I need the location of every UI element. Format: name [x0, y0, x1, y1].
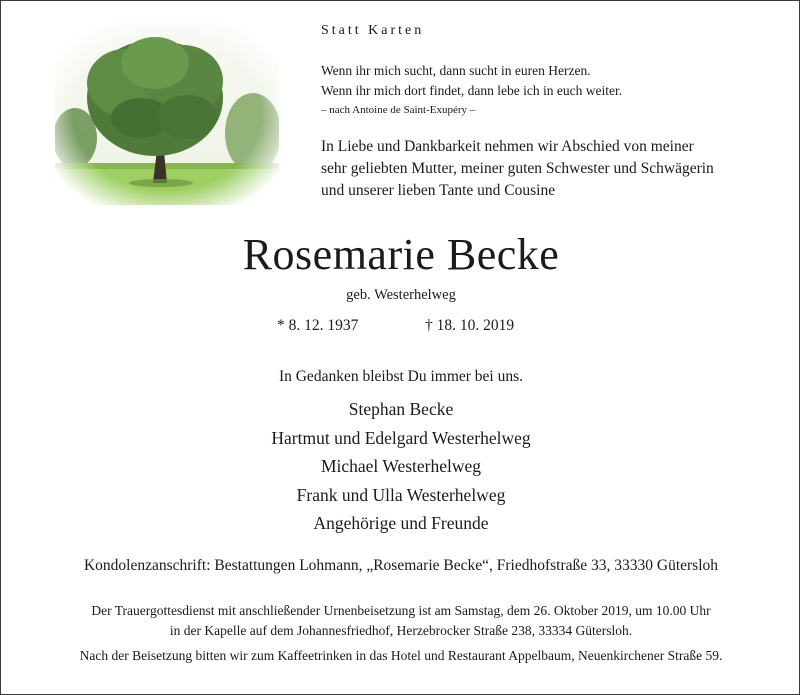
condolence-address: Kondolenzanschrift: Bestattungen Lohmann, „Rosemarie Becke“, Friedhofstraße 33, 33330 Gütersloh: [83, 557, 719, 574]
tree-photo: [55, 23, 279, 205]
header-text: [321, 23, 714, 202]
quote-source: – nach Antoine de Saint-Exupéry –: [321, 104, 476, 116]
mourner: Angehörige und Freunde: [313, 513, 489, 533]
intro-line: In Liebe und Dankbarkeit nehmen wir Abschied von meiner: [321, 138, 694, 155]
intro-text: [321, 136, 714, 202]
deceased-name: Rosemarie Becke: [242, 230, 560, 279]
service-line: Der Trauergottesdienst mit anschließender Urnenbeisetzung ist am Samstag, dem 26. Oktober 2019, um 10.00 Uhr: [91, 603, 711, 618]
mourner: Hartmut und Edelgard Westerhelweg: [271, 427, 531, 448]
death-date: † 18. 10. 2019: [425, 317, 515, 334]
mourner: Michael Westerhelweg: [320, 456, 482, 476]
quote-line: Wenn ihr mich sucht, dann sucht in euren Herzen.: [321, 63, 591, 78]
statt-karten-heading: Statt Karten: [321, 23, 425, 38]
coffee-invitation: Nach der Beisetzung bitten wir zum Kaffeetrinken in das Hotel und Restaurant Appelbaum, Neuenkirchener Straße 59.: [79, 648, 723, 663]
remembrance-line: In Gedanken bleibst Du immer bei uns.: [278, 368, 524, 385]
mourner: Stephan Becke: [348, 399, 454, 419]
mourner: Frank und Ulla Westerhelweg: [296, 484, 506, 505]
intro-line: und unserer lieben Tante und Cousine: [321, 182, 556, 199]
quote: [321, 61, 714, 101]
mourners-list: [1, 395, 800, 538]
birth-date: * 8. 12. 1937: [277, 317, 359, 334]
service-line: in der Kapelle auf dem Johannesfriedhof, Herzebrocker Straße 238, 33334 Gütersloh.: [169, 623, 633, 638]
funeral-service-info: [1, 601, 800, 641]
intro-line: sehr geliebten Mutter, meiner guten Schwester und Schwägerin: [321, 160, 714, 177]
quote-line: Wenn ihr mich dort findet, dann lebe ich in euch weiter.: [321, 83, 623, 98]
birth-name: geb. Westerhelweg: [346, 287, 456, 303]
